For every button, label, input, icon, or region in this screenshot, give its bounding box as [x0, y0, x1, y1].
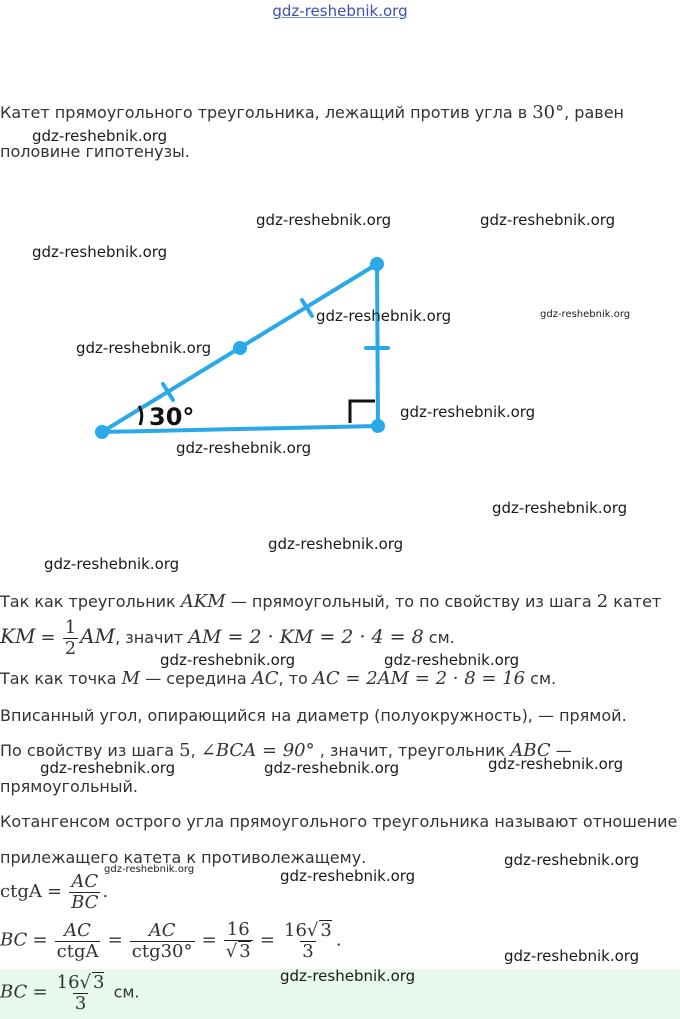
- math-bc: BC: [0, 981, 28, 1003]
- paragraph-midpoint: [0, 668, 556, 689]
- triangle-figure: [0, 0, 680, 480]
- vertex-right: [371, 419, 385, 433]
- denominator: 3: [74, 993, 87, 1014]
- fraction: [282, 920, 334, 962]
- text: , значит, треугольник: [314, 741, 511, 760]
- math-eq: =: [46, 881, 63, 902]
- fraction-ac-bc: [69, 872, 100, 913]
- watermark: gdz-reshebnik.org: [504, 851, 640, 869]
- denominator: BC: [71, 892, 99, 913]
- text: — середина: [140, 669, 252, 688]
- vertex-a: [95, 425, 109, 439]
- text: По свойству из шага: [0, 741, 180, 760]
- text: Так как точка: [0, 669, 122, 688]
- watermark: gdz-reshebnik.org: [280, 967, 416, 985]
- watermark: gdz-reshebnik.org: [492, 499, 628, 517]
- angle-value: 30°: [532, 102, 565, 123]
- paragraph-theorem-line2: половине гипотенузы.: [0, 142, 190, 161]
- watermark: gdz-reshebnik.org: [160, 651, 296, 669]
- formula-ctg-definition: [0, 872, 108, 913]
- text: см.: [525, 669, 557, 688]
- fraction-one-half: [63, 618, 78, 659]
- watermark: gdz-reshebnik.org: [176, 439, 312, 457]
- watermark: gdz-reshebnik.org: [280, 867, 416, 885]
- math-angle: ∠BCA = 90°: [200, 740, 315, 761]
- paragraph-cotangent-line1: Котангенсом острого угла прямоугольного треугольника называют отношение: [0, 812, 678, 831]
- watermark: gdz-reshebnik.org: [76, 339, 212, 357]
- math-eq: =: [40, 627, 56, 648]
- step-number: 5: [179, 740, 191, 761]
- watermark: gdz-reshebnik.org: [400, 403, 536, 421]
- text: катет: [608, 592, 662, 611]
- numerator: 16√ 3: [56, 972, 105, 993]
- site-header-link[interactable]: gdz-reshebnik.org: [272, 2, 408, 20]
- watermark: gdz-reshebnik.org: [264, 759, 400, 777]
- math-ac: AC: [251, 668, 279, 689]
- numerator: AC: [148, 919, 176, 941]
- math-eq: =: [201, 929, 217, 951]
- fraction: [55, 921, 101, 962]
- numerator: AC: [64, 919, 91, 941]
- denominator: √ 3: [225, 941, 251, 962]
- watermark: gdz-reshebnik.org: [540, 309, 631, 320]
- math-period: .: [335, 929, 342, 951]
- vertex-top: [370, 257, 384, 271]
- answer-formula: [0, 972, 140, 1014]
- text: ,: [190, 741, 201, 760]
- math-expression: AC = 2AM = 2 · 8 = 16: [312, 668, 526, 689]
- text: , значит: [115, 628, 189, 647]
- math-eq: =: [259, 929, 275, 951]
- numerator: 16: [226, 919, 250, 940]
- watermark: gdz-reshebnik.org: [44, 555, 180, 573]
- fraction: [130, 921, 195, 962]
- angle-label: 30°: [149, 403, 195, 431]
- math-eq: =: [32, 981, 48, 1003]
- numerator: 16√ 3: [284, 920, 332, 941]
- watermark: gdz-reshebnik.org: [488, 755, 624, 773]
- paragraph-cotangent-line2: прилежащего катета к противолежащему.: [0, 848, 367, 867]
- watermark: gdz-reshebnik.org: [480, 211, 616, 229]
- watermark: gdz-reshebnik.org: [268, 535, 404, 553]
- watermark: gdz-reshebnik.org: [316, 307, 452, 325]
- vertex-midpoint: [233, 341, 247, 355]
- base-line: [102, 426, 378, 432]
- vertical-leg-line: [377, 264, 378, 426]
- watermark: gdz-reshebnik.org: [32, 243, 168, 261]
- right-angle-mark: [350, 401, 375, 423]
- watermark: gdz-reshebnik.org: [40, 759, 176, 777]
- paragraph-step5: [0, 740, 572, 761]
- math-eq: =: [32, 929, 48, 951]
- unit: см.: [113, 982, 140, 1002]
- watermark: gdz-reshebnik.org: [104, 864, 195, 875]
- denominator: ctgA: [56, 940, 99, 962]
- text: , равен: [564, 103, 624, 122]
- watermark: gdz-reshebnik.org: [384, 651, 520, 669]
- formula-bc-derivation: [0, 920, 342, 962]
- math-abc: ABC: [510, 740, 551, 761]
- math-bc: BC: [0, 929, 28, 951]
- text: —: [550, 741, 572, 760]
- text: , то: [278, 669, 313, 688]
- paragraph-step5-line2: прямоугольный.: [0, 777, 138, 796]
- denominator: ctg30°: [131, 940, 193, 962]
- math-ctga: ctgA: [0, 881, 42, 902]
- numerator: 1: [64, 617, 77, 638]
- paragraph-akm: [0, 591, 661, 612]
- numerator: AC: [71, 871, 99, 892]
- math-m: M: [121, 668, 141, 689]
- watermark: gdz-reshebnik.org: [32, 127, 168, 145]
- text: Катет прямоугольного треугольника, лежащий против угла в: [0, 103, 533, 122]
- denominator: 2: [64, 638, 77, 659]
- math-expression: AM = 2 · KM = 2 · 4 = 8: [188, 626, 424, 648]
- angle-arc: [139, 406, 142, 425]
- step-number: 2: [596, 591, 609, 612]
- denominator: 3: [302, 941, 314, 962]
- watermark: gdz-reshebnik.org: [504, 947, 640, 965]
- text: — прямоугольный, то по свойству из шага: [225, 592, 597, 611]
- text: Так как треугольник: [0, 592, 181, 611]
- math-am: AM: [80, 624, 116, 648]
- watermark: gdz-reshebnik.org: [256, 211, 392, 229]
- math-period: .: [102, 881, 109, 902]
- math-km: KM: [0, 624, 36, 648]
- text: см.: [423, 628, 455, 647]
- fraction: [224, 920, 253, 962]
- paragraph-inscribed-angle: Вписанный угол, опирающийся на диаметр (полуокружность), — прямой.: [0, 706, 627, 725]
- math-eq: =: [107, 929, 123, 951]
- triangle-name: AKM: [180, 591, 226, 612]
- fraction: [55, 972, 107, 1014]
